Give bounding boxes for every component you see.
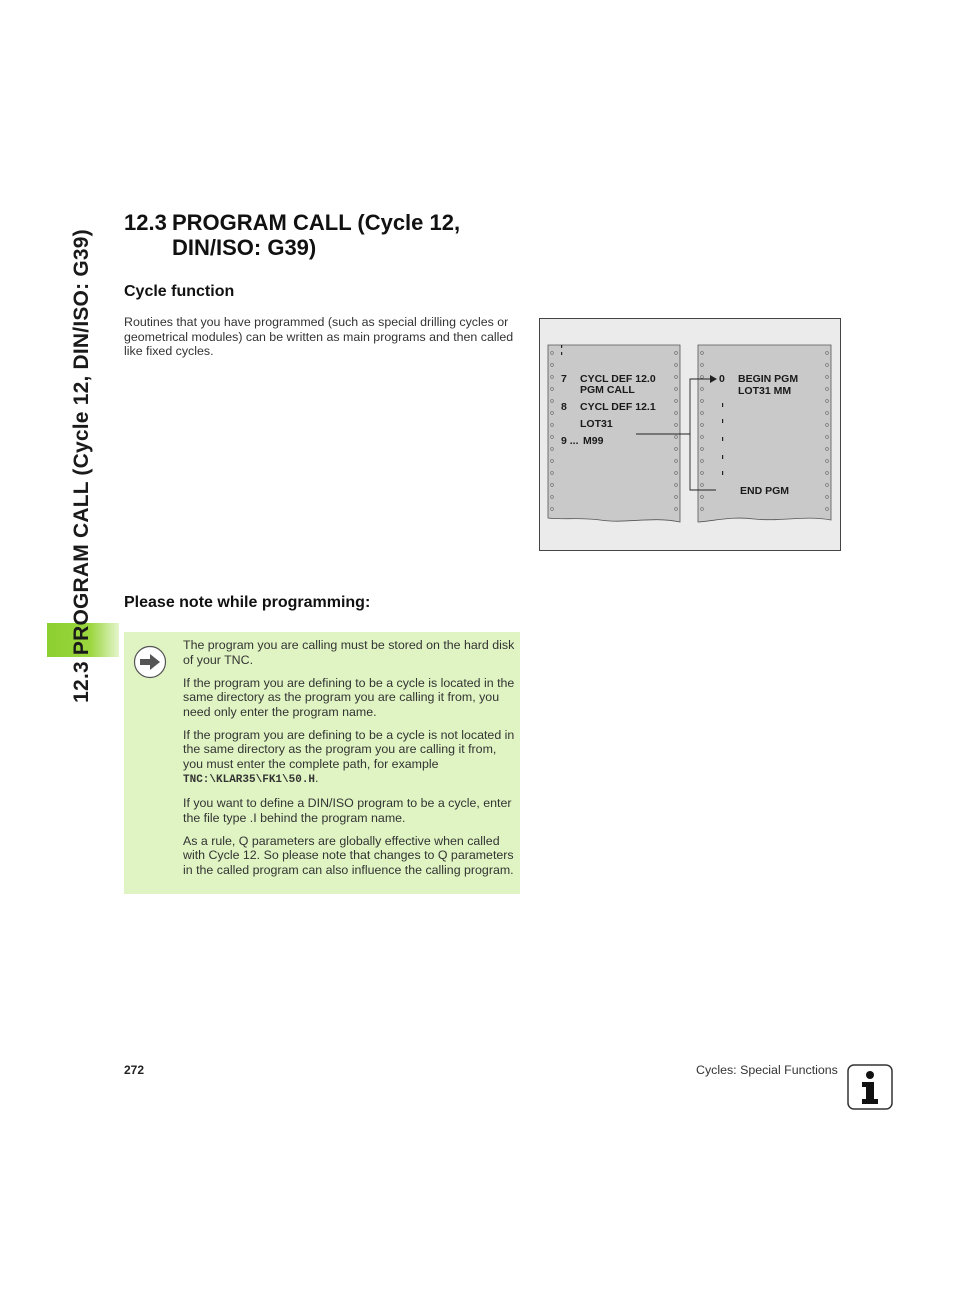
side-chapter-title: 12.3 PROGRAM CALL (Cycle 12, DIN/ISO: G39) (70, 229, 93, 703)
note-box (124, 632, 520, 894)
section-number: 12.3 (124, 210, 167, 235)
note-paragraph-1: The program you are calling must be stored on the hard disk of your TNC. (183, 638, 515, 667)
note-paragraph-4: If you want to define a DIN/ISO program to be a cycle, enter the file type .I behind the program name. (183, 796, 512, 825)
right-line-0-number: 0 (719, 373, 725, 385)
note-paragraph-3-text: If the program you are defining to be a cycle is not located in the same directory as the program you are calling it from, you must enter the complete path, for example (183, 727, 515, 771)
example-path-code: TNC:\KLAR35\FK1\50.H (183, 774, 316, 786)
right-end-pgm-text: END PGM (740, 485, 790, 497)
right-line-0-text: BEGIN PGM (738, 373, 799, 385)
note-paragraph-5: As a rule, Q parameters are globally effective when called with Cycle 12. So please note that changes to Q parameters in the called program can also influence the calling program. (183, 833, 514, 877)
left-line-7b-text: PGM CALL (580, 384, 635, 396)
program-call-figure (539, 318, 841, 551)
section-title-text: PROGRAM CALL (Cycle 12, DIN/ISO: G39) (172, 210, 461, 260)
cycle-function-heading: Cycle function (124, 283, 235, 300)
note-paragraphs (183, 638, 515, 886)
left-line-7-text: CYCL DEF 12.0 (580, 373, 656, 385)
note-paragraph-3-end: . (315, 771, 319, 785)
left-line-8b-text: LOT31 (580, 418, 613, 430)
left-line-7-number: 7 (561, 373, 567, 385)
left-program-sheet (548, 345, 680, 522)
left-line-8-text: CYCL DEF 12.1 (580, 401, 656, 413)
right-line-0b-text: LOT31 MM (738, 385, 792, 397)
note-paragraph-2: If the program you are defining to be a cycle is located in the same directory as the program you are calling it from, you need only enter the program name. (183, 675, 515, 719)
arrow-right-icon (133, 645, 167, 679)
note-paragraph-3 (183, 728, 515, 788)
left-line-9-number: 9 ... (561, 435, 579, 447)
info-icon (847, 1064, 893, 1110)
left-line-8-number: 8 (561, 401, 567, 413)
program-call-diagram (540, 319, 840, 550)
please-note-heading: Please note while programming: (124, 594, 371, 611)
cycle-function-text: Routines that you have programmed (such as special drilling cycles or geometrical modules) can be written as main programs and then called like fixed cycles. (124, 315, 514, 358)
left-line-9-text: M99 (583, 435, 604, 447)
page-number: 272 (124, 1063, 145, 1077)
chapter-footer-title: Cycles: Special Functions (696, 1063, 838, 1077)
